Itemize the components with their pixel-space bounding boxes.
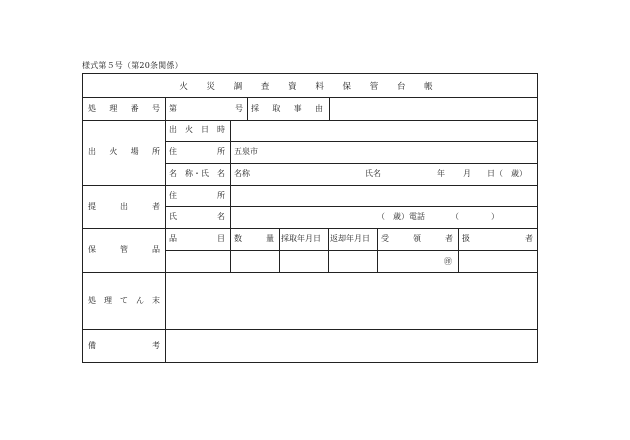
- submitter-label: 提 出 者: [88, 202, 160, 211]
- name-field-label: 名称: [234, 169, 250, 178]
- form-code: 様式第５号（第20条関係）: [82, 61, 183, 70]
- day-age-label: 日（ 歳）: [487, 169, 527, 178]
- row-divider: [165, 141, 537, 142]
- column-divider: [279, 228, 280, 272]
- disposition-field[interactable]: [166, 273, 536, 328]
- column-divider: [328, 228, 329, 272]
- collection-reason-field[interactable]: [330, 98, 536, 120]
- address-value[interactable]: 五泉市: [234, 147, 258, 156]
- row-divider: [165, 206, 537, 207]
- collection-date-header: 採取年月日: [281, 234, 321, 243]
- collection-reason-label: 採 取 事 由: [251, 104, 323, 113]
- disposition-label: 処 理 て ん 末: [88, 296, 160, 305]
- row-divider: [165, 163, 537, 164]
- age-phone-label: （ 歳）電話: [377, 212, 425, 221]
- fire-datetime-label: 出 火 日 時: [169, 125, 225, 134]
- recipient-header: 受 領 者: [381, 234, 453, 243]
- row-divider: [165, 250, 537, 251]
- fire-datetime-field[interactable]: [231, 121, 536, 141]
- form-title-cell: [83, 74, 537, 98]
- column-divider: [247, 97, 248, 120]
- name-label: 名 称・氏 名: [169, 169, 225, 178]
- column-divider: [377, 228, 378, 272]
- row-divider: [83, 228, 537, 229]
- stored-items-label: 保 管 品: [88, 245, 160, 254]
- submitter-address-field[interactable]: [231, 186, 536, 206]
- month-label: 月: [463, 169, 471, 178]
- year-label: 年: [437, 169, 445, 178]
- fire-investigation-ledger-form: [82, 73, 538, 363]
- remarks-label: 備 考: [88, 341, 160, 350]
- seal-mark: ㊞: [444, 257, 452, 266]
- address-label: 住 所: [169, 147, 225, 156]
- return-date-header: 返却年月日: [330, 234, 370, 243]
- phone-paren: （ ）: [451, 212, 499, 221]
- person-name-label: 氏名: [365, 169, 381, 178]
- submitter-name-label: 氏 名: [169, 212, 225, 221]
- submitter-address-label: 住 所: [169, 191, 225, 200]
- column-divider: [458, 228, 459, 272]
- handler-header: 扱 者: [462, 234, 533, 243]
- quantity-header: 数 量: [234, 234, 274, 243]
- fire-place-label: 出 火 場 所: [88, 147, 160, 156]
- remarks-field[interactable]: [166, 330, 536, 362]
- number-prefix: 第: [169, 104, 177, 113]
- item-name-header: 品 目: [169, 234, 225, 243]
- processing-number-label: 処 理 番 号: [88, 104, 160, 113]
- column-divider: [230, 228, 231, 272]
- form-title: 火 災 調 査 資 料 保 管 台 帳: [179, 82, 441, 92]
- number-suffix: 号: [235, 104, 243, 113]
